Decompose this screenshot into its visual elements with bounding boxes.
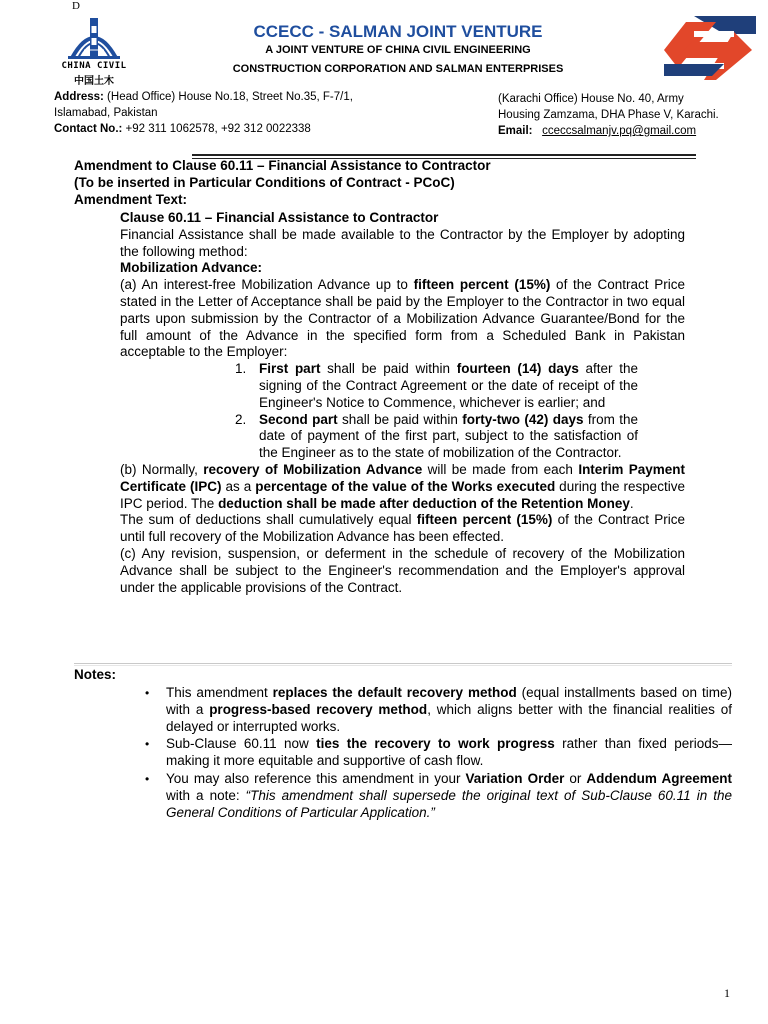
paragraph-b: (b) Normally, recovery of Mobilization Advance will be made from each Interim Payment Certificate (IPC) as a percentage of the value of the Works executed during the respective IPC period. The deduction shall be made after deduction of the Retention Money.	[120, 461, 685, 511]
header-divider	[192, 154, 696, 156]
head-office-address-line2: Islamabad, Pakistan	[54, 107, 158, 119]
notes-title: Notes:	[74, 667, 117, 682]
list-item: • Sub-Clause 60.11 now ties the recovery to work progress rather than fixed periods—making it more equitable and supportive of cash flow.	[145, 736, 732, 769]
bullet-icon: •	[145, 737, 150, 752]
bullet-icon: •	[145, 686, 150, 700]
contact-label: Contact No.:	[54, 123, 123, 135]
amendment-title: Amendment to Clause 60.11 – Financial Assistance to Contractor	[74, 158, 491, 173]
clause-intro: Financial Assistance shall be made available to the Contractor by the Employer by adopting the following method:	[120, 226, 685, 259]
amendment-headings	[74, 158, 714, 208]
list-number: 2.	[235, 411, 247, 427]
notes-divider-shadow	[74, 665, 732, 666]
email-label: Email:	[498, 125, 533, 137]
clause-title: Clause 60.11 – Financial Assistance to Contractor	[120, 210, 439, 225]
amendment-subtitle: (To be inserted in Particular Conditions of Contract - PCoC)	[74, 174, 455, 190]
list-item: • This amendment replaces the default recovery method (equal installments based on time) with a progress-based recovery method, which aligns better with the financial realities of delayed or interrupted works.	[145, 685, 732, 734]
notes-divider	[74, 663, 732, 664]
mobilization-heading: Mobilization Advance:	[120, 260, 263, 276]
list-item: 2. Second part shall be paid within forty-two (42) days from the date of payment of the first part, subject to the satisfaction of the Engineer as to the state of mobilization of the Contractor.	[235, 411, 638, 461]
bullet-icon: •	[145, 771, 150, 786]
paragraph-sum: The sum of deductions shall cumulatively equal fifteen percent (15%) of the Contract Price until full recovery of the Mobilization Advance has been effected.	[120, 512, 685, 545]
karachi-address-line1: (Karachi Office) House No. 40, Army	[498, 93, 684, 105]
list-item: 1. First part shall be paid within fourteen (14) days after the signing of the Contract Agreement or the date of receipt of the Engineer's Notice to Commence, whichever is earlier; and	[235, 361, 639, 410]
salman-logo	[664, 14, 756, 84]
payment-parts-list	[120, 361, 685, 462]
china-civil-logo	[54, 12, 134, 87]
contact-numbers: +92 311 1062578, +92 312 0022338	[122, 123, 311, 135]
list-number: 1.	[235, 361, 247, 377]
bridge-icon	[54, 12, 134, 68]
email-link[interactable]: cceccsalmanjv.pq@gmail.com	[542, 125, 697, 137]
paragraph-a: (a) An interest-free Mobilization Advance up to fifteen percent (15%) of the Contract Price stated in the Letter of Acceptance shall be paid by the Employer to the Contractor in two equal parts upon submission by the Contractor of a Mobilization Advance Guarantee/Bond for the full amount of the Advance in the specified form from a Scheduled Bank in Pakistan acceptable to the Employer:	[120, 277, 685, 360]
list-item: • You may also reference this amendment in your Variation Order or Addendum Agreement with a note: “This amendment shall supersede the original text of Sub-Clause 60.11 in the General Conditions of Particular Application.”	[145, 770, 732, 820]
company-subtitle-line2: CONSTRUCTION CORPORATION AND SALMAN ENTERPRISES	[232, 63, 564, 75]
address-label: Address:	[54, 91, 104, 103]
notes-list	[145, 685, 732, 822]
head-office-address	[54, 89, 474, 137]
karachi-address-line2: Housing Zamzama, DHA Phase V, Karachi.	[498, 109, 719, 121]
karachi-office-address	[498, 91, 758, 139]
company-title: CCECC - SALMAN JOINT VENTURE	[253, 22, 543, 41]
logo-chinese-caption: 中国土木	[74, 76, 114, 87]
amendment-body	[120, 210, 685, 596]
paragraph-c: (c) Any revision, suspension, or deferment in the schedule of recovery of the Mobilization Advance shall be subject to the Engineer's recommendation and the Employer's approval under the applicable provisions of the Contract.	[120, 545, 685, 595]
logo-caption: CHINA CIVIL	[61, 61, 127, 71]
salman-s-icon	[664, 14, 756, 84]
amendment-text-label: Amendment Text:	[74, 191, 188, 207]
head-office-address-line1: (Head Office) House No.18, Street No.35, F-7/1,	[103, 91, 353, 103]
company-subtitle-line1: A JOINT VENTURE OF CHINA CIVIL ENGINEERING	[265, 44, 531, 56]
page-number: 1	[724, 986, 730, 1000]
corner-mark: D	[72, 0, 80, 12]
